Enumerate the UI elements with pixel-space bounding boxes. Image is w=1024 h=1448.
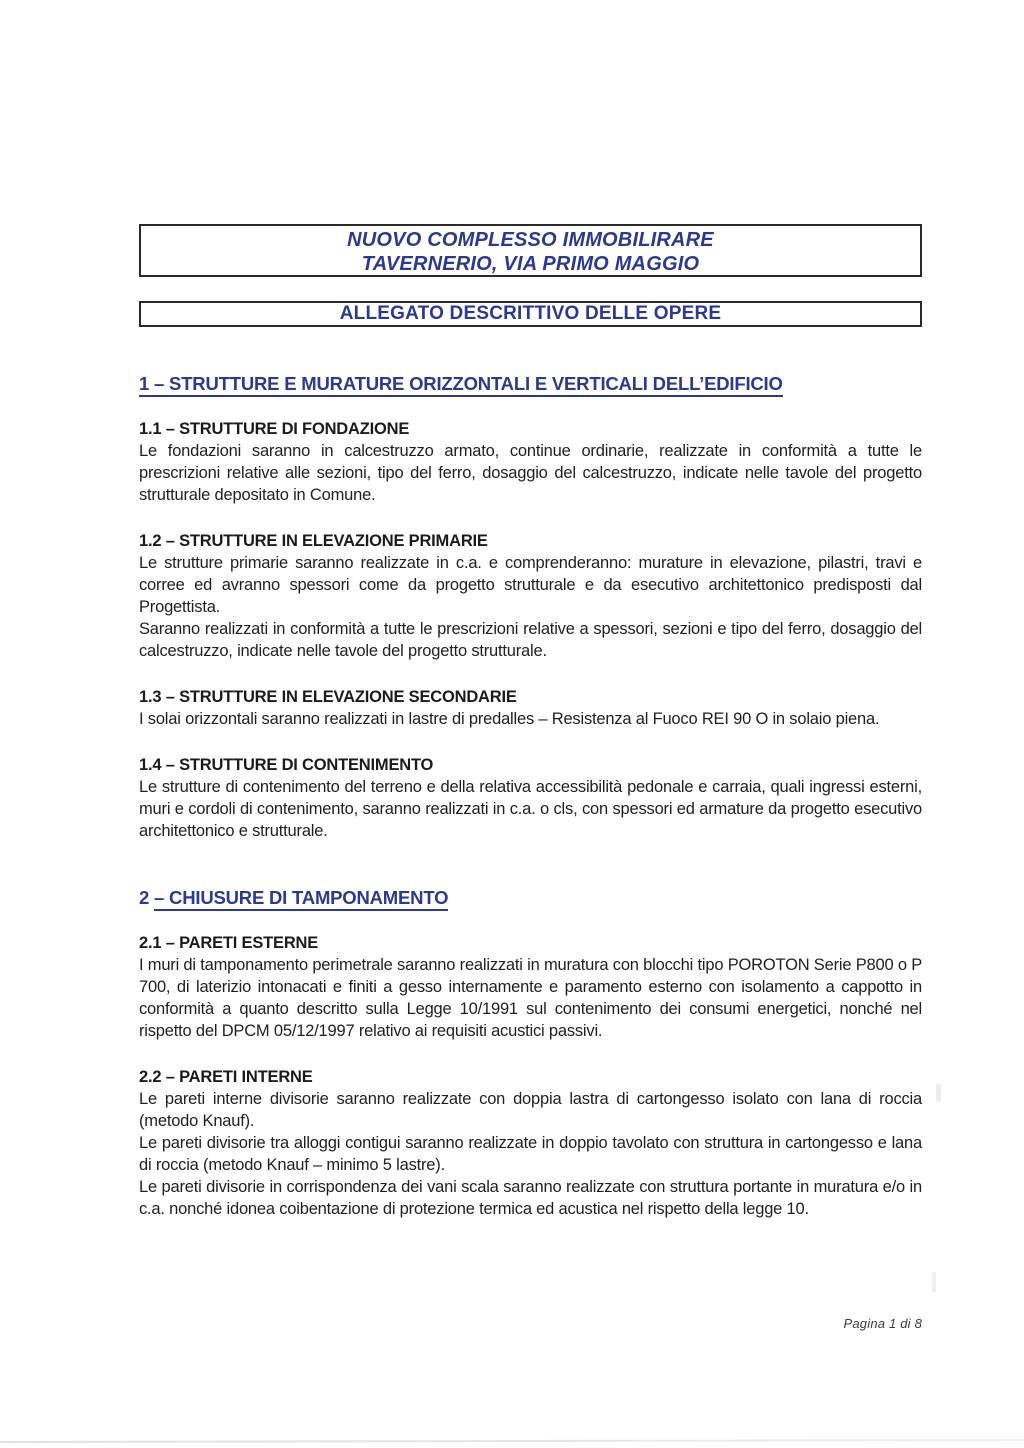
section-heading-2 (139, 886, 922, 910)
paragraph: Le fondazioni saranno in calcestruzzo armato, continue ordinarie, realizzate in conformità a tutte le prescrizioni relative alle sezioni, tipo del ferro, dosaggio del calcestruzzo, indicate nelle tavole del progetto strutturale depositato in Comune. (139, 442, 922, 504)
subsection-heading: 1.2 – STRUTTURE IN ELEVAZIONE PRIMARIE (139, 532, 488, 550)
paragraph: I muri di tamponamento perimetrale saranno realizzati in muratura con blocchi tipo POROTON Serie P800 o P 700, di laterizio intonacati e finiti a gesso internamente e paramento esterno con isolamento a cappotto in conformità a quanto descritto sulla Legge 10/1991 sul contenimento dei consumi energetici, nonché nel rispetto del DPCM 05/12/1997 relativo ai requisiti acustici passivi. (139, 956, 922, 1040)
subsection-2-1 (139, 932, 922, 1042)
project-title-line1: NUOVO COMPLESSO IMMOBILIRARE (347, 229, 714, 251)
subsection-heading: 1.3 – STRUTTURE IN ELEVAZIONE SECONDARIE (139, 688, 517, 706)
paragraph: Le pareti divisorie in corrispondenza dei vani scala saranno realizzate con struttura portante in muratura e/o in c.a. nonché idonea coibentazione di protezione termica ed acustica nel rispetto della legge 10. (139, 1178, 922, 1218)
subsection-heading: 1.4 – STRUTTURE DI CONTENIMENTO (139, 756, 434, 774)
subsection-heading: 2.1 – PARETI ESTERNE (139, 934, 319, 952)
paragraph: Le strutture primarie saranno realizzate in c.a. e comprenderanno: murature in elevazione, pilastri, travi e corree ed avranno spessori come da progetto strutturale e da esecutivo architettonico predisposti dal Progettista. (139, 554, 922, 616)
subsection-1-1 (139, 418, 922, 506)
paragraph: Le strutture di contenimento del terreno e della relativa accessibilità pedonale e carraia, quali ingressi esterni, muri e cordoli di contenimento, saranno realizzati in c.a. o cls, con spessori ed armature da progetto esecutivo architettonico e strutturale. (139, 778, 922, 840)
paragraph: I solai orizzontali saranno realizzati in lastre di predalles – Resistenza al Fuoco REI 90 O in solaio piena. (139, 710, 880, 728)
paragraph: Le pareti divisorie tra alloggi contigui saranno realizzate in doppio tavolato con struttura in cartongesso e lana di roccia (metodo Knauf – minimo 5 lastre). (139, 1134, 922, 1174)
document-subtitle: ALLEGATO DESCRITTIVO DELLE OPERE (339, 303, 722, 324)
project-title-line2: TAVERNERIO, VIA PRIMO MAGGIO (361, 253, 700, 275)
subsection-2-2 (139, 1066, 922, 1220)
section-2-prefix: 2 (139, 887, 155, 908)
subsection-heading: 2.2 – PARETI INTERNE (139, 1068, 313, 1086)
paragraph: Saranno realizzati in conformità a tutte le prescrizioni relative a spessori, sezioni e tipo del ferro, dosaggio del calcestruzzo, indicate nelle tavole del progetto strutturale. (139, 620, 922, 660)
project-title-box (139, 224, 922, 277)
section-1-title: 1 – STRUTTURE E MURATURE ORIZZONTALI E VERTICALI DELL’EDIFICIO (139, 373, 783, 397)
paragraph: Le pareti interne divisorie saranno realizzate con doppia lastra di cartongesso isolato con lana di roccia (metodo Knauf). (139, 1090, 922, 1130)
scan-artifact-smudge (936, 1084, 941, 1102)
scan-artifact-edge-line (0, 1439, 1024, 1443)
document-content (139, 224, 922, 1220)
section-2-title: – CHIUSURE DI TAMPONAMENTO (154, 887, 448, 911)
subsection-heading: 1.1 – STRUTTURE DI FONDAZIONE (139, 420, 410, 438)
document-subtitle-box (139, 301, 922, 327)
page-number: Pagina 1 di 8 (843, 1316, 922, 1331)
subsection-1-4 (139, 754, 922, 842)
subsection-1-2 (139, 530, 922, 662)
scan-artifact-smudge (932, 1272, 936, 1292)
section-heading-1 (139, 372, 922, 396)
subsection-1-3 (139, 686, 922, 730)
